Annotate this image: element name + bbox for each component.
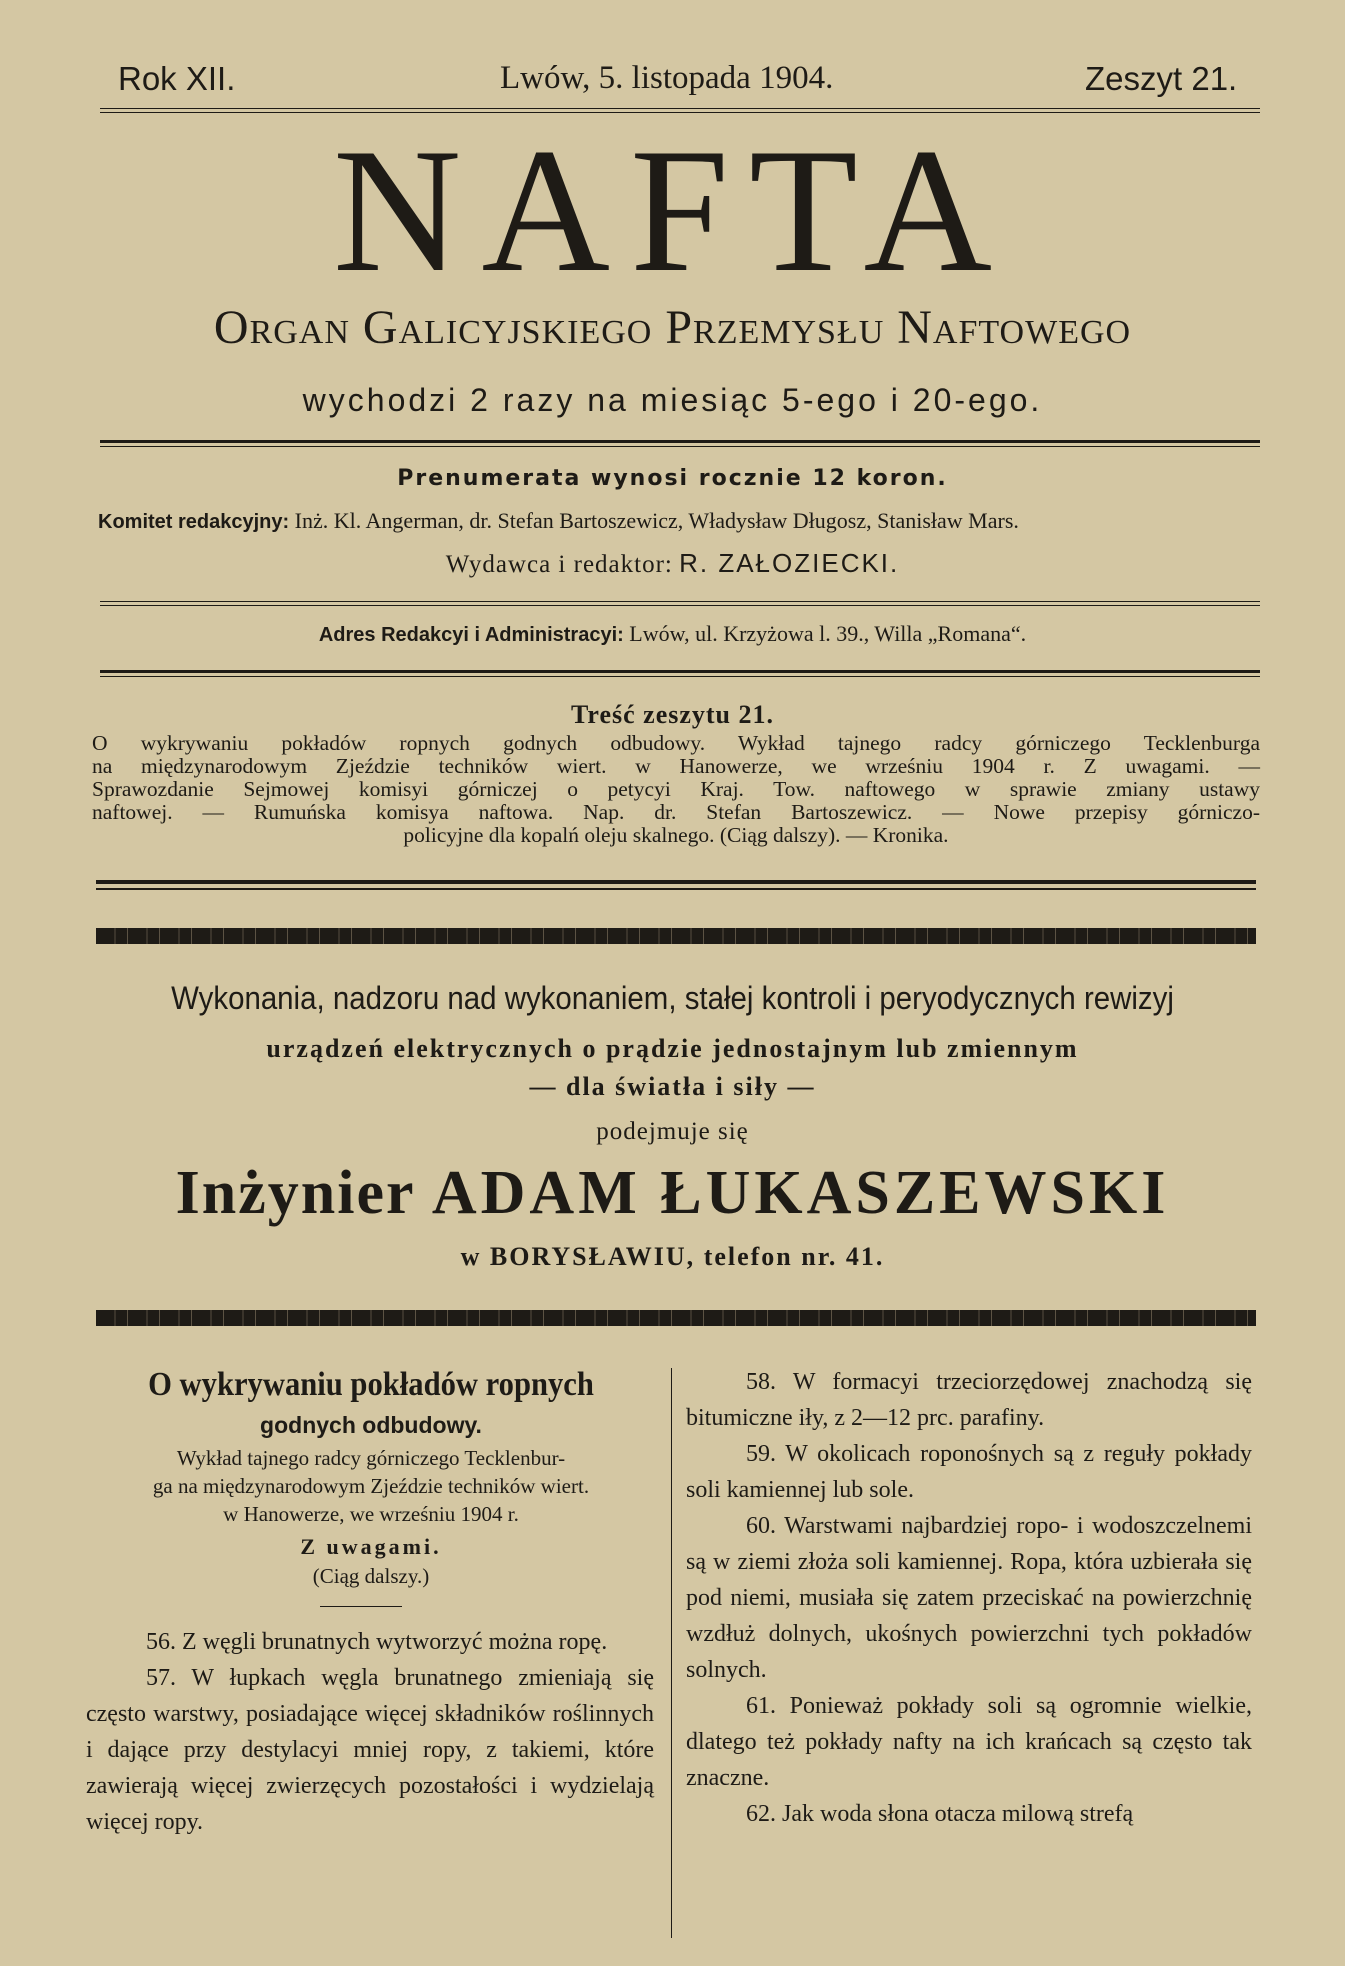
advert-line-installations: urządzeń elektrycznych o prądzie jednostajnym lub zmiennym	[266, 1034, 1079, 1063]
advert-location	[0, 1242, 1345, 1272]
advert-name: ADAM ŁUKASZEWSKI	[431, 1159, 1170, 1227]
contents-line: policyjne dla kopalń oleju skalnego. (Ciąg dalszy). — Kronika.	[403, 823, 949, 847]
editorial-committee-names: Inż. Kl. Angerman, dr. Stefan Bartoszewicz, Władysław Długosz, Stanisław Mars.	[294, 508, 1019, 533]
article-paragraph: 56. Z węgli brunatnych wytworzyć można ropę.	[146, 1629, 608, 1655]
subscription-price: Prenumerata wynosi rocznie 12 koron.	[397, 466, 948, 491]
contents-rule-thin	[96, 888, 1256, 890]
contents-line: O wykrywaniu pokładów ropnych godnych odbudowy. Wykład tajnego radcy górniczego Tecklenburga	[92, 731, 1260, 755]
contents-line: naftowej. — Rumuńska komisya naftowa. Nap. dr. Stefan Bartoszewicz. — Nowe przepisy górniczo-	[92, 800, 1260, 824]
contents-line: na międzynarodowym Zjeździe techników wiert. w Hanowerze, we wrześniu 1904 r. Z uwagami. —	[92, 754, 1260, 778]
address-label: Adres Redakcyi i Administracyi:	[318, 624, 624, 646]
article-paragraph: 60. Warstwami najbardziej ropo- i wodoszczelnemi są w ziemi złoża soli kamiennej. Ropa, która uzbierała się pod niemi, musiała się zatem przeciskać na powierzchnię wzdłuż dolnych, ukośnych powierzchni tych pokładów solnych.	[686, 1513, 1252, 1683]
contents-list	[92, 732, 1260, 847]
masthead-subtitle: Organ Galicyjskiego Przemysłu Naftowego	[213, 301, 1132, 354]
info-rule	[100, 601, 1260, 606]
advert-border-top	[96, 928, 1256, 944]
article-paragraph: 57. W łupkach węgla brunatnego zmieniają się często warstwy, posiadające więcej składników roślinnych i dające przy destylacyi mniej ropy, z takiemi, które zawierają więcej zwierzęcych pozostałości i wydzielają więcej ropy.	[86, 1665, 654, 1835]
advert-place: BORYSŁAWIU,	[489, 1242, 696, 1271]
masthead-title: NAFTA	[332, 111, 1013, 309]
masthead-rule-thin	[100, 446, 1260, 447]
advert-border-bottom	[96, 1310, 1256, 1326]
article-subtitle: godnych odbudowy.	[260, 1412, 482, 1438]
advert-phone: telefon nr. 41.	[703, 1242, 885, 1271]
issue-number: Zeszyt 21.	[1085, 60, 1238, 97]
masthead-rule-thick	[100, 440, 1260, 443]
editorial-committee	[98, 508, 1258, 534]
article-byline-line: ga na międzynarodowym Zjeździe techników wiert.	[152, 1474, 590, 1498]
contents-line: Sprawozdanie Sejmowej komisyi górniczej o petycyi Kraj. Tow. naftowego w sprawie zmiany ustawy	[92, 777, 1260, 801]
advert-place-prefix: w	[460, 1242, 482, 1271]
article-byline-line: w Hanowerze, we wrześniu 1904 r.	[223, 1502, 519, 1526]
article-title: O wykrywaniu pokładów ropnych	[148, 1366, 594, 1403]
issue-date: Lwów, 5. listopada 1904.	[500, 60, 834, 96]
advert-line-services: Wykonania, nadzoru nad wykonaniem, stałej kontroli i peryodycznych rewizyj	[171, 980, 1174, 1016]
article-paragraph: 62. Jak woda słona otacza milową strefą	[746, 1801, 1134, 1827]
article-byline-line: Wykład tajnego radcy górniczego Tecklenbur-	[176, 1446, 566, 1470]
advert-line-undertakes: podejmuje się	[596, 1118, 749, 1145]
article-paragraph: 61. Ponieważ pokłady soli są ogromnie wielkie, dlatego też pokłady nafty na ich krańcach są często tak znaczne.	[686, 1693, 1252, 1791]
publisher-label: Wydawca i redaktor:	[445, 551, 673, 578]
editorial-committee-label: Komitet redakcyjny:	[98, 511, 290, 533]
article-paragraph: 58. W formacyi trzeciorzędowej znachodzą się bitumiczne iły, z 2—12 prc. parafiny.	[686, 1369, 1252, 1431]
article-remarks: Z uwagami.	[300, 1534, 442, 1559]
article-right-column	[686, 1364, 1252, 1832]
publisher-line	[0, 548, 1345, 579]
advert-line-purpose: — dla światła i siły —	[529, 1072, 816, 1101]
volume-label: Rok XII.	[118, 60, 236, 97]
contents-heading: Treść zeszytu 21.	[570, 700, 775, 729]
address-line	[0, 621, 1345, 647]
publisher-name: R. ZAŁOZIECKI.	[679, 548, 900, 578]
article-byline	[86, 1444, 656, 1528]
publication-frequency: wychodzi 2 razy na miesiąc 5-ego i 20-ego.	[302, 382, 1043, 418]
article-continued: (Ciąg dalszy.)	[312, 1564, 430, 1588]
column-divider	[671, 1368, 672, 1938]
article-short-rule	[320, 1606, 402, 1607]
advert-engineer-name	[0, 1158, 1345, 1229]
article-left-column	[86, 1624, 654, 1840]
address-rule-thick	[100, 670, 1260, 673]
contents-rule-thick	[96, 880, 1256, 884]
address-rule-thin	[100, 676, 1260, 677]
article-paragraph: 59. W okolicach roponośnych są z reguły pokłady soli kamiennej lub sole.	[686, 1441, 1252, 1503]
advert-title-prefix: Inżynier	[175, 1159, 415, 1227]
address-value: Lwów, ul. Krzyżowa l. 39., Willa „Romana“.	[629, 621, 1027, 646]
